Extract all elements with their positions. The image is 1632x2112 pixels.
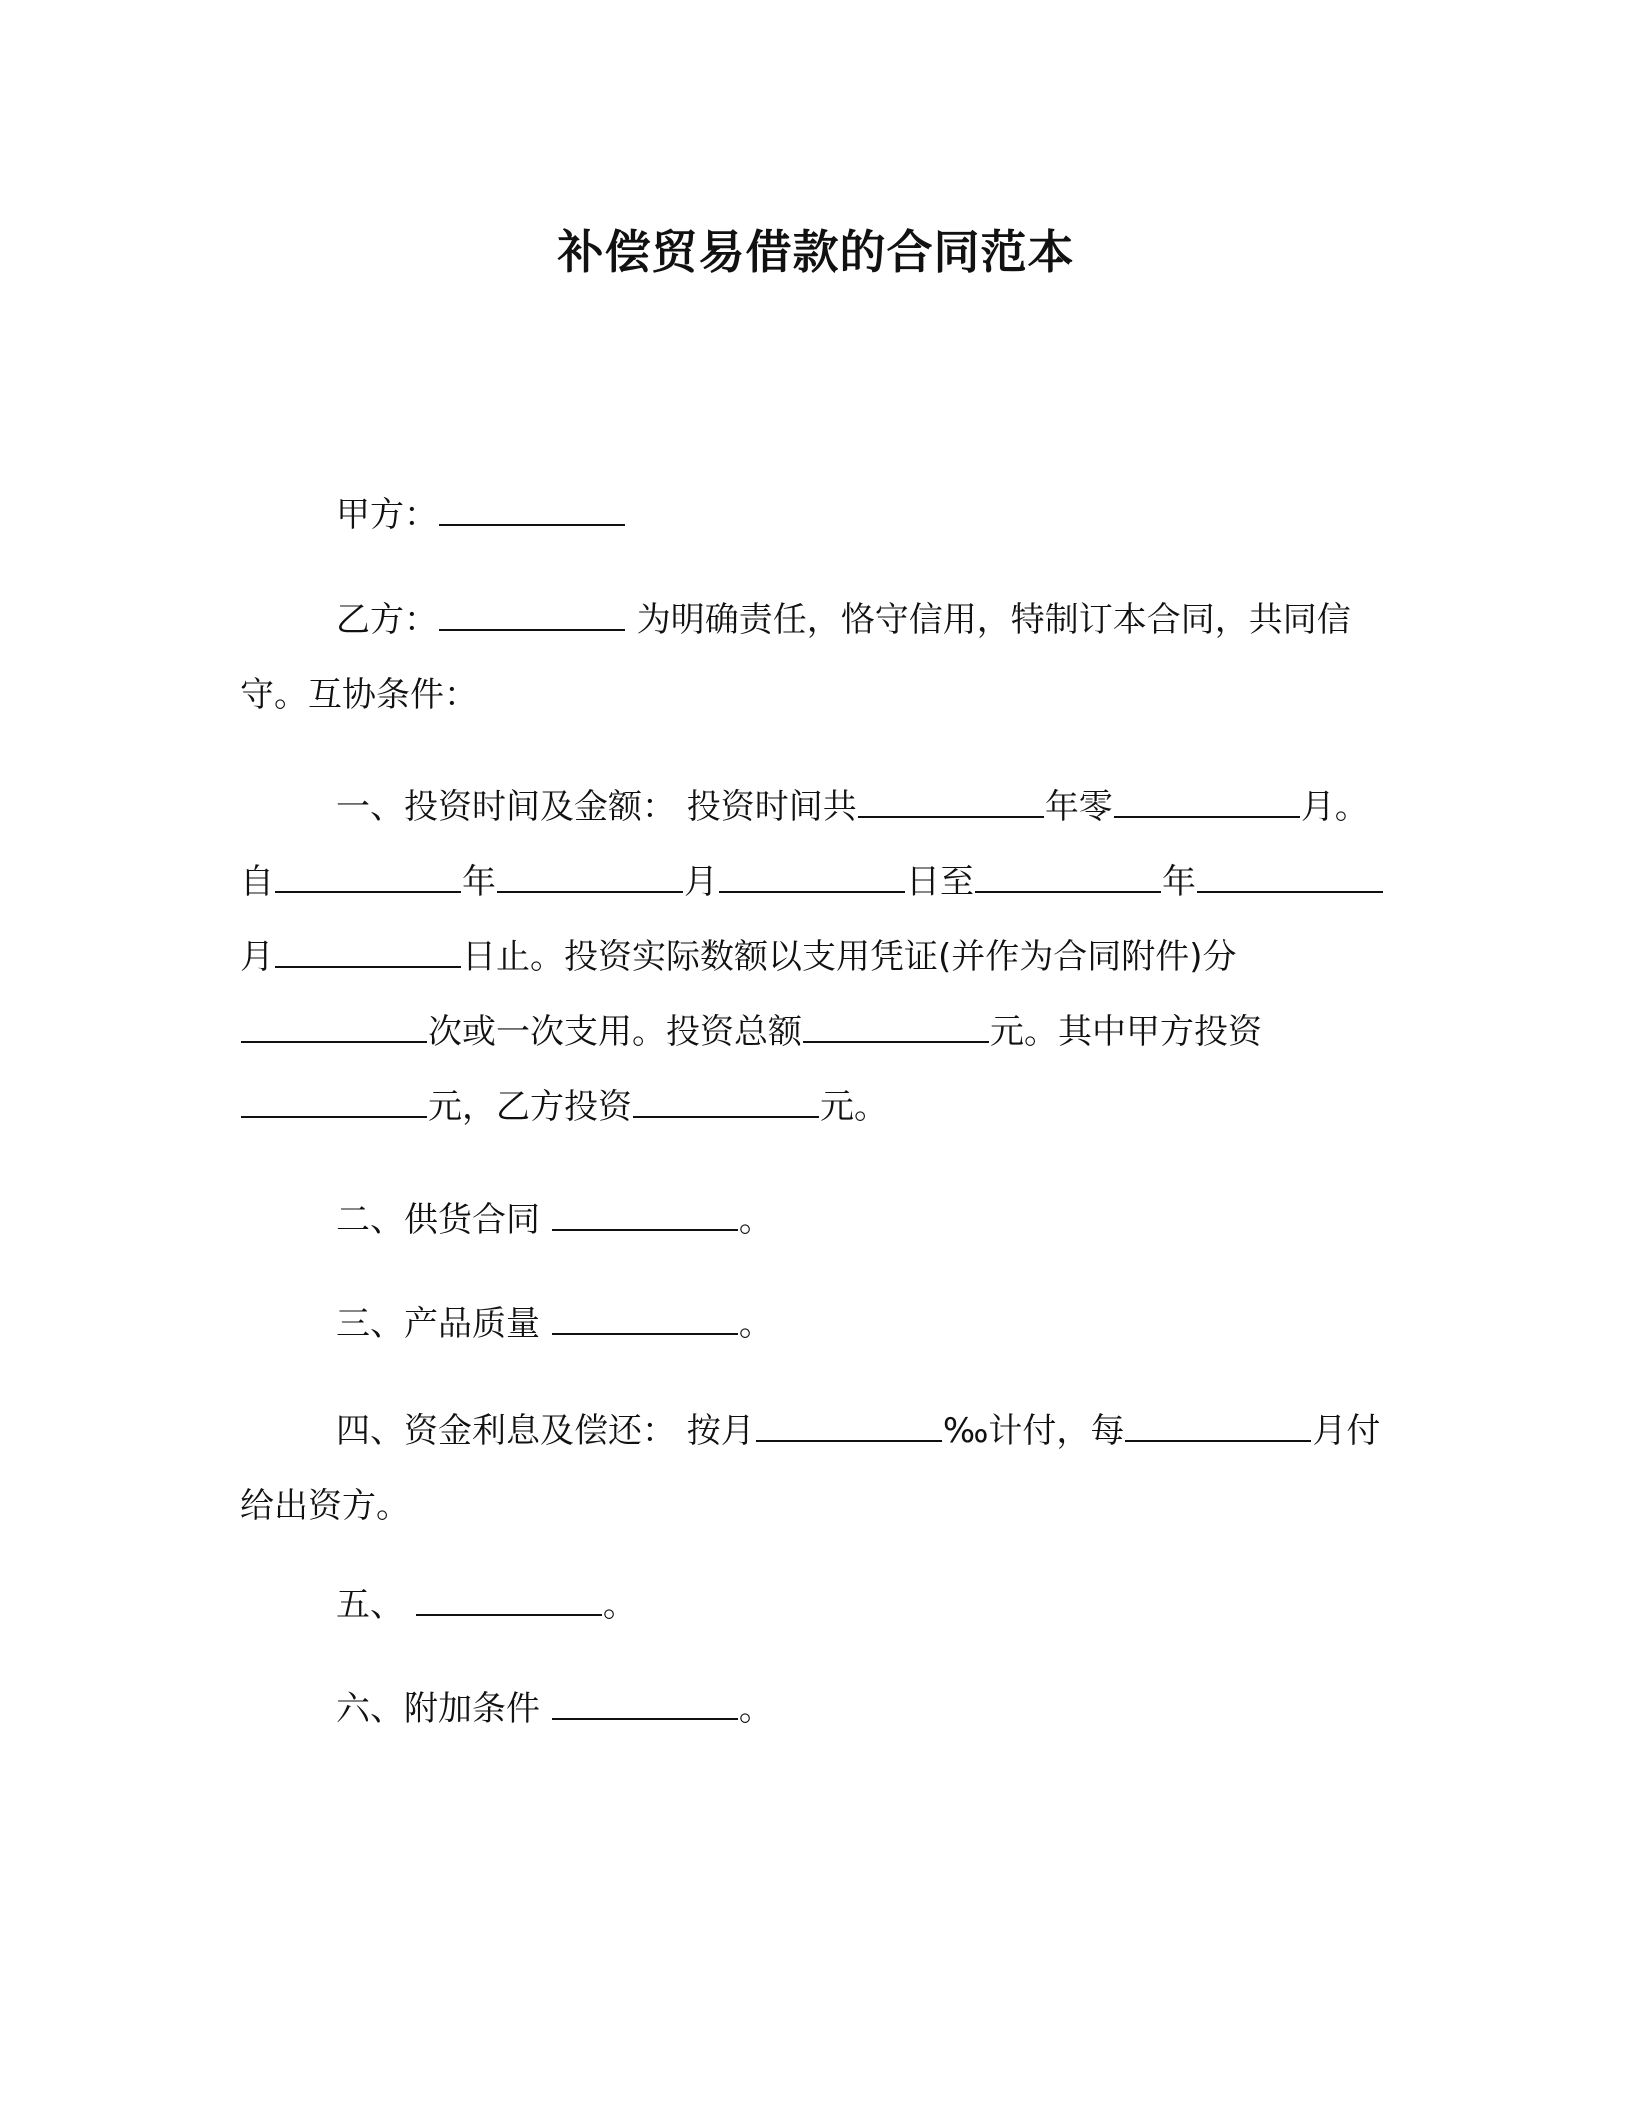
clause-1-text: 元。 bbox=[820, 1087, 888, 1127]
clause-1-lead: 一、投资时间及金额： 投资时间共 bbox=[336, 787, 857, 827]
clause-5-end: 。 bbox=[602, 1585, 637, 1625]
blank bbox=[975, 855, 1161, 893]
clause-6-end: 。 bbox=[738, 1689, 773, 1729]
blank bbox=[241, 1005, 427, 1043]
blank bbox=[241, 1080, 427, 1118]
clause-4-end: 月付给出资方。 bbox=[240, 1411, 1381, 1526]
clause-5-lead: 五、 bbox=[336, 1585, 415, 1625]
blank bbox=[1114, 780, 1300, 818]
clause-1-text: 日至 bbox=[906, 862, 974, 902]
blank bbox=[803, 1005, 989, 1043]
blank bbox=[633, 1080, 819, 1118]
party-b-paragraph bbox=[240, 583, 1388, 733]
blank bbox=[275, 930, 461, 968]
clause-1-text: 元。其中甲方投资 bbox=[990, 1012, 1262, 1052]
blank bbox=[756, 1404, 942, 1442]
blank bbox=[858, 780, 1044, 818]
blank bbox=[719, 855, 905, 893]
clause-2-end: 。 bbox=[738, 1200, 773, 1240]
party-a-blank bbox=[439, 488, 625, 526]
blank bbox=[552, 1193, 738, 1231]
clause-3-product-quality bbox=[240, 1287, 1388, 1362]
clause-1-text: 月。自 bbox=[240, 787, 1369, 902]
clause-1-text: 年零 bbox=[1044, 787, 1113, 827]
clause-1-text: 月 bbox=[684, 862, 718, 902]
blank bbox=[1197, 855, 1383, 893]
clause-3-end: 。 bbox=[738, 1304, 773, 1344]
clause-6-lead: 六、附加条件 bbox=[336, 1689, 551, 1729]
blank bbox=[275, 855, 461, 893]
clause-2-supply-contract bbox=[240, 1183, 1388, 1258]
party-b-blank bbox=[439, 593, 625, 631]
clause-6-additional-conditions bbox=[240, 1672, 1388, 1747]
clause-1-text: 年 bbox=[462, 862, 496, 902]
clause-4-interest-repayment bbox=[240, 1394, 1388, 1544]
clause-1-text: 元，乙方投资 bbox=[428, 1087, 632, 1127]
blank bbox=[416, 1578, 602, 1616]
clause-3-lead: 三、产品质量 bbox=[336, 1304, 551, 1344]
clause-1-investment bbox=[240, 770, 1388, 1145]
party-a-label: 甲方： bbox=[336, 495, 438, 535]
clause-1-text: 次或一次支用。投资总额 bbox=[428, 1012, 802, 1052]
clause-4-mid: ‰计付，每 bbox=[942, 1411, 1125, 1451]
clause-4-lead: 四、资金利息及偿还： 按月 bbox=[336, 1411, 755, 1451]
party-b-label: 乙方： bbox=[336, 600, 438, 640]
party-b-text: 为明确责任，恪守信用，特制订本合同，共同信守。互协条件： bbox=[240, 600, 1351, 715]
party-a-line bbox=[240, 478, 1388, 553]
clause-2-lead: 二、供货合同 bbox=[336, 1200, 551, 1240]
clause-1-text: 年 bbox=[1162, 862, 1196, 902]
document-title: 补偿贸易借款的合同范本 bbox=[557, 225, 1075, 279]
clause-1-text: 日止。投资实际数额以支用凭证(并作为合同附件)分 bbox=[462, 937, 1237, 977]
blank bbox=[1125, 1404, 1311, 1442]
blank bbox=[552, 1682, 738, 1720]
blank bbox=[552, 1297, 738, 1335]
clause-5 bbox=[240, 1568, 1388, 1643]
blank bbox=[497, 855, 683, 893]
clause-1-text: 月 bbox=[240, 937, 274, 977]
